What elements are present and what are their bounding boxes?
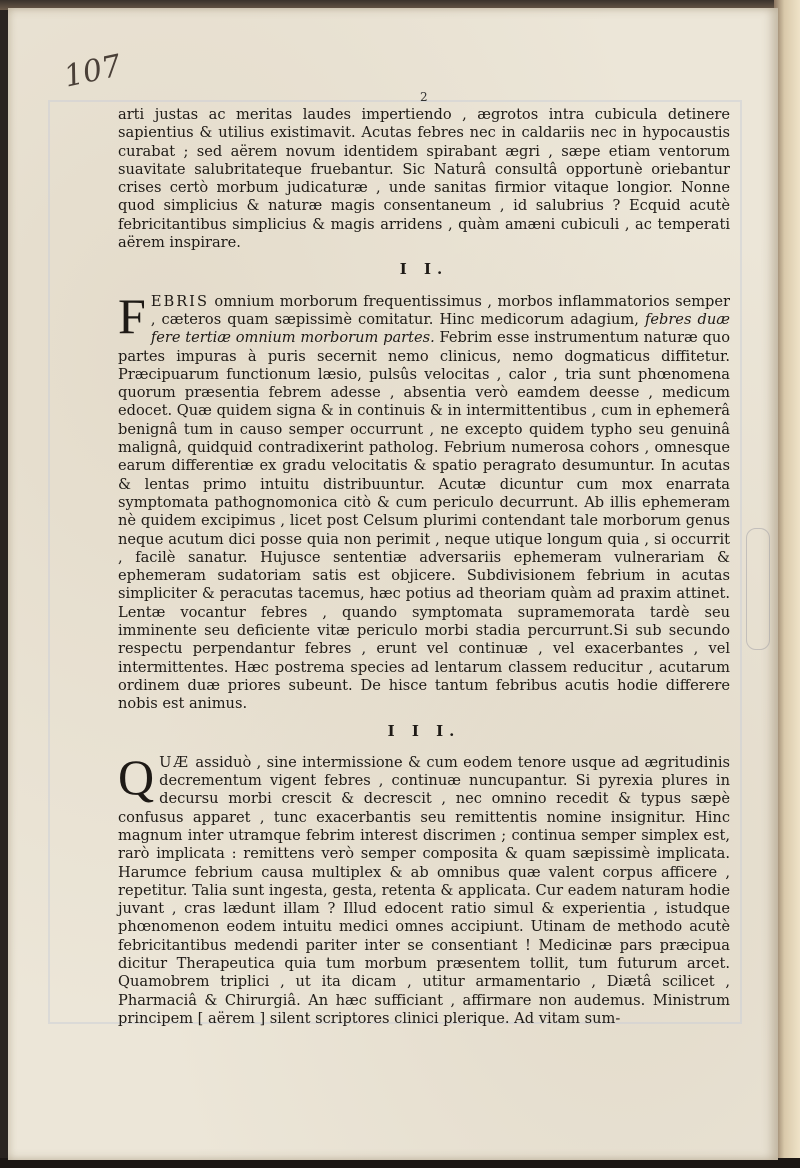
paragraph-2-text-b: Febrim esse instrumentum naturæ quo partes impuras à puris secernit nemo clinicus, nemo dogmaticus diffitetur. Præcipuarum functionum læsio, pulsûs velocitas , calor , tria sunt phœnomena quorum præsentia febrem adesse , absentia verò eamdem deesse , medicum edocet. Quæ quidem signa & in continuis & in intermittentibus , cum in ephemerâ benignâ tum in causo semper occurrunt , ne excepto quidem typho seu genuinâ malignâ, quidquid contradixerint patholog. Febrium numerosa cohors , omnesque earum differentiæ ex gradu velocitatis & spatio peragrato desumuntur. In acutas & lentas primo intuitu distribuuntur. Acutæ dicuntur cum mox enarrata symptomata pathognomonica citò & cum periculo decurrunt. Ab illis ephemeram nè quidem excipimus , licet post Celsum plurimi contendant tale morborum genus neque acutum dici posse quia non perimit , neque utique longum quia , si occurrit , facilè sanatur. Hujusce sententiæ adversariis ephemeram vulnerariam & ephemeram sudatoriam satis est objicere. Subdivisionem febrium in acutas simpliciter & peracutas tacemus, hæc potius ad theoriam quàm ad praxim attinet. Lentæ vocantur febres , quando symptomata supramemorata tardè seu imminente seu deficiente vitæ periculo morbi stadia percurrunt.Si sub secundo respectu perpendantur febres , erunt vel continuæ , vel exacerbantes , vel intermittentes. Hæc postrema species ad lentarum classem reducitur , acutarum ordinem duæ priores subeunt. De hisce tantum febribus acutis hodie differere nobis est animus. [118, 329, 731, 713]
drop-cap-q: Q [118, 748, 155, 805]
page-number: 2 [420, 90, 428, 104]
text-body [118, 106, 730, 1028]
drop-cap-f: F [118, 287, 146, 344]
book-page [8, 8, 778, 1160]
section-heading-2: I I. [399, 260, 449, 279]
paragraph-3-text: assiduò , sine intermissione & cum eodem tenore usque ad ægritudinis decrementum vigent febres , continuæ nuncupantur. Si pyrexia plures in decursu morbi crescit & decrescit , nec omnino recedit & typus sæpè confusus apparet , tunc exacerbantis seu remittentis nomine insignitur. Hinc magnum inter utramque febrim interest discrimen ; continua semper simplex est, rarò implicata : remittens verò semper composita & quam sæpissimè implicata. Harumce febrium causa multiplex & ab omnibus quæ valent corpus afficere , repetitur. Talia sunt ingesta, gesta, retenta & applicata. Cur eadem naturam hodie juvant , cras lædunt illam ? Illud edocent ratio simul & experientia , istudque phœnomenon eodem intuitu medici omnes accipiunt. Utinam de methodo acutè febricitantibus medendi pariter inter se consentiant ! Medicinæ pars præcipua dicitur Therapeutica quia tum morbum præsentem tollit, tum futurum arcet. Quamobrem triplici , ut ita dicam , utitur armamentario , Diætâ scilicet , Pharmaciâ & Chirurgiâ. An hæc sufficiant , affirmare non audemus. Ministrum principem [ aërem ] silent scriptores clinici plerique. Ad vitam sum- [118, 753, 730, 1027]
paragraph-2-text-a: omnium morborum frequentissimus , morbos inflammatorios semper , cæteros quam sæpissimè comitatur. Hinc medicorum adagium, [150, 292, 730, 328]
paragraph-3-caps: UÆ [159, 753, 191, 771]
handwritten-page-mark: 107 [60, 48, 125, 95]
paragraph-2-adage: febres duæ fere tertiæ omnium morborum partes. [150, 310, 730, 347]
paragraph-2-caps: EBRIS [150, 292, 209, 310]
paragraph-2 [118, 287, 731, 714]
paragraph-3 [118, 748, 730, 1028]
paragraph-1: arti justas ac meritas laudes impertiendo , ægrotos intra cubicula detinere sapientius & utilius existimavit. Acutas febres nec in caldariis nec in hypocaustis curabat ; sed aërem novum identidem spirabant ægri , sæpe etiam ventorum suavitate salubritateque fruebantur. Sic Naturâ consultâ opportunè oriebantur crises certò morbum judicaturæ , unde sanitas firmior vitaque longior. Nonne quod simplicius & naturæ magis consentaneum , id salubrius ? Ecquid acutè febricitantibus simplicius & magis arridens , quàm amæni cubiculi , ac temperati aërem inspirare. [118, 106, 730, 252]
section-heading-3: I I I. [387, 721, 461, 740]
side-library-stamp [746, 528, 770, 650]
